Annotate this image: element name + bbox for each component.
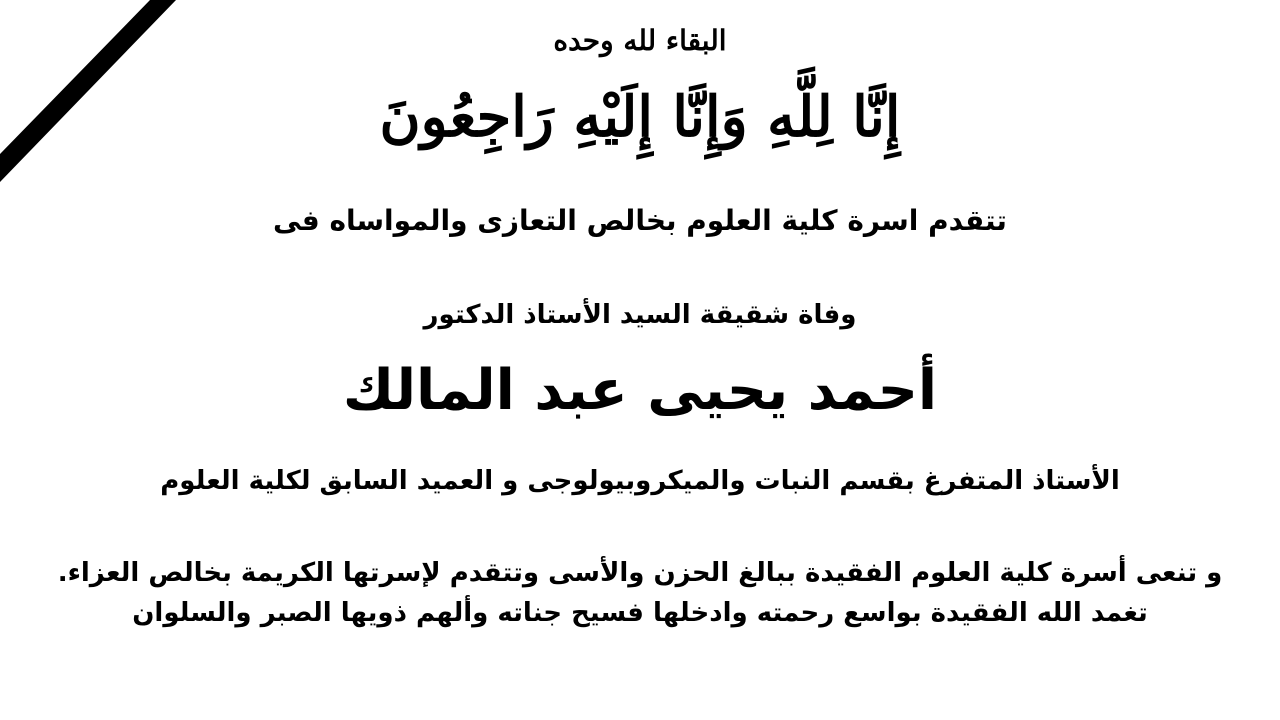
position-line: الأستاذ المتفرغ بقسم النبات والميكروبيولوجى و العميد السابق لكلية العلوم bbox=[160, 466, 1120, 496]
quran-verse-calligraphy: إِنَّا لِلَّهِ وَإِنَّا إِلَيْهِ رَاجِعُونَ bbox=[379, 84, 901, 150]
opening-phrase: البقاء لله وحده bbox=[553, 24, 727, 57]
condolence-line: و تنعى أسرة كلية العلوم الفقيدة ببالغ الحزن والأسى وتتقدم لإسرتها الكريمة بخالص العزاء. bbox=[57, 558, 1223, 588]
person-name: أحمد يحيى عبد المالك bbox=[342, 358, 938, 423]
intro-line: تتقدم اسرة كلية العلوم بخالص التعازى والمواساه فى bbox=[273, 204, 1007, 237]
prayer-line: تغمد الله الفقيدة بواسع رحمته وادخلها فسيح جناته وألهم ذويها الصبر والسلوان bbox=[132, 598, 1148, 628]
subject-line: وفاة شقيقة السيد الأستاذ الدكتور bbox=[423, 300, 857, 330]
